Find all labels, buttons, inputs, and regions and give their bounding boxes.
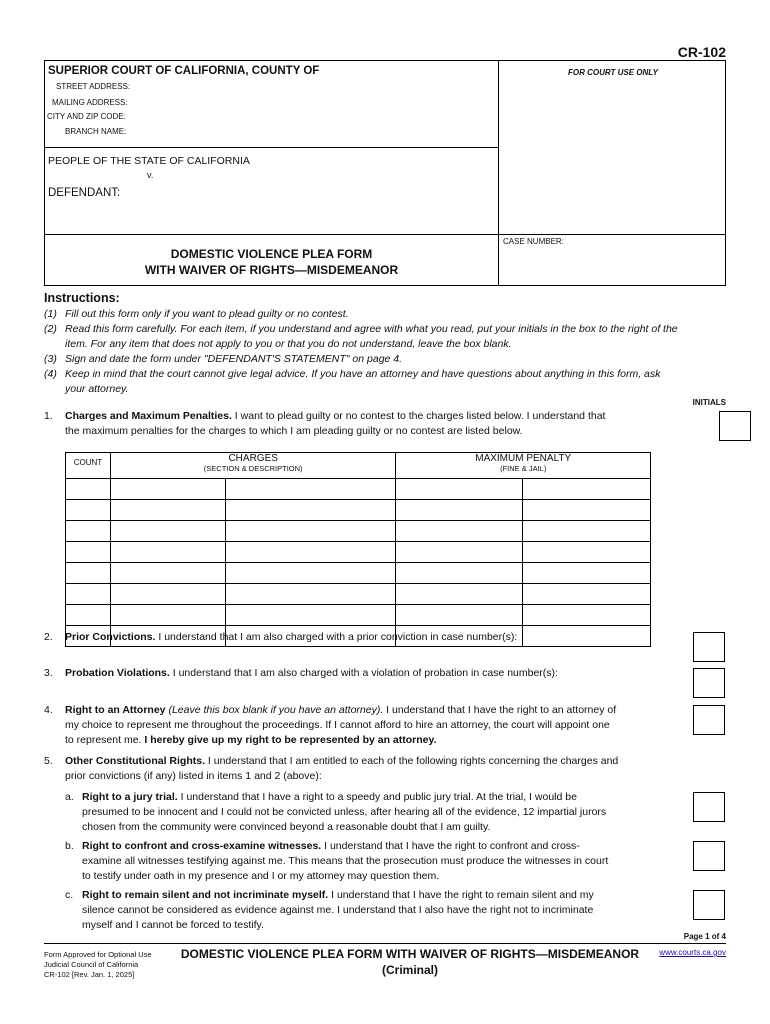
table-cell[interactable] <box>110 542 225 563</box>
table-cell[interactable] <box>523 542 651 563</box>
table-cell[interactable] <box>66 584 111 605</box>
table-cell[interactable] <box>523 500 651 521</box>
table-cell[interactable] <box>523 626 651 647</box>
table-cell[interactable] <box>110 563 225 584</box>
item-5-num: 5. <box>44 755 53 767</box>
item-2-num: 2. <box>44 631 53 643</box>
item-5a-initials-box[interactable] <box>693 792 725 822</box>
table-row <box>66 479 651 500</box>
item-2-body: I understand that I am also charged with a prior conviction in case number(s): <box>155 631 518 643</box>
courts-link[interactable]: www.courts.ca.gov <box>659 948 726 957</box>
people-label: PEOPLE OF THE STATE OF CALIFORNIA <box>48 155 250 167</box>
table-cell[interactable] <box>66 542 111 563</box>
table-cell[interactable] <box>396 584 523 605</box>
item-1-text2: the maximum penalties for the charges to which I am pleading guilty or no contest are listed below. <box>65 425 523 437</box>
item-5-body: I understand that I am entitled to each of the following rights concerning the charges and <box>205 755 619 767</box>
instruction-4-num: (4) <box>44 368 57 380</box>
item-4-initials-box[interactable] <box>693 705 725 735</box>
table-cell[interactable] <box>66 479 111 500</box>
table-cell[interactable] <box>66 605 111 626</box>
charges-header-sub: (SECTION & DESCRIPTION) <box>203 464 303 473</box>
item-5c-text3: myself and I cannot be forced to testify. <box>82 919 264 931</box>
item-5c-text <box>82 888 594 903</box>
table-cell[interactable] <box>66 521 111 542</box>
item-5-text <box>65 754 618 769</box>
table-cell[interactable] <box>225 584 396 605</box>
page-number: Page 1 of 4 <box>683 932 726 941</box>
footer-approved-2: Judicial Council of California <box>44 960 139 969</box>
form-title-line2: WITH WAIVER OF RIGHTS—MISDEMEANOR <box>144 263 399 277</box>
form-code: CR-102 <box>677 44 726 60</box>
table-cell[interactable] <box>396 521 523 542</box>
instruction-4-text2: your attorney. <box>65 383 129 395</box>
item-2-text <box>65 630 517 645</box>
footer-title: DOMESTIC VIOLENCE PLEA FORM WITH WAIVER OF RIGHTS—MISDEMEANOR <box>180 947 640 961</box>
table-row <box>66 563 651 584</box>
item-4-text2: my choice to represent me throughout the proceedings. If I cannot afford to hire an attorney, the court will appoint one <box>65 719 610 731</box>
instruction-2-text: Read this form carefully. For each item, if you understand and agree with what you read, put your initials in the box to the right of the <box>65 323 678 335</box>
item-5-text2: prior convictions (if any) listed in items 1 and 2 (above): <box>65 770 322 782</box>
item-5a-body: I understand that I have a right to a speedy and public jury trial. At the trial, I would be <box>177 791 577 803</box>
table-cell[interactable] <box>396 605 523 626</box>
item-4-num: 4. <box>44 704 53 716</box>
city-zip-label: CITY AND ZIP CODE: <box>47 112 126 121</box>
footer-approval <box>44 950 152 980</box>
penalty-header-sub: (FINE & JAIL) <box>500 464 547 473</box>
item-1-body: I want to plead guilty or no contest to the charges listed below. I understand that <box>231 410 606 422</box>
item-4-text3a: to represent me. <box>65 734 145 746</box>
table-row <box>66 521 651 542</box>
penalty-header <box>396 453 651 479</box>
table-cell[interactable] <box>110 584 225 605</box>
item-5b-text <box>82 839 580 854</box>
item-1-initials-box[interactable] <box>719 411 751 441</box>
instruction-2-num: (2) <box>44 323 57 335</box>
table-cell[interactable] <box>110 479 225 500</box>
count-header-label: COUNT <box>73 458 103 467</box>
table-cell[interactable] <box>523 605 651 626</box>
defendant-label: DEFENDANT: <box>48 187 121 199</box>
instruction-4-text: Keep in mind that the court cannot give legal advice. If you have an attorney and have questions about anything in this form, ask <box>65 368 661 380</box>
table-cell[interactable] <box>110 521 225 542</box>
initials-label: INITIALS <box>692 398 726 407</box>
item-3-num: 3. <box>44 667 53 679</box>
table-cell[interactable] <box>225 605 396 626</box>
table-cell[interactable] <box>66 500 111 521</box>
item-2-initials-box[interactable] <box>693 632 725 662</box>
item-5b-text3: to testify under oath in my presence and I or my attorney may question them. <box>82 870 440 882</box>
mailing-address-label: MAILING ADDRESS: <box>52 98 128 107</box>
instructions-heading: Instructions: <box>44 291 120 305</box>
charges-table <box>65 452 651 647</box>
item-2-title: Prior Convictions. <box>65 631 156 643</box>
table-cell[interactable] <box>396 500 523 521</box>
item-5-title: Other Constitutional Rights. <box>65 755 205 767</box>
count-header <box>66 453 111 479</box>
item-5a-text <box>82 790 577 805</box>
footer-subtitle: (Criminal) <box>381 963 438 977</box>
table-cell[interactable] <box>110 605 225 626</box>
table-cell[interactable] <box>110 500 225 521</box>
table-cell[interactable] <box>523 479 651 500</box>
table-row <box>66 605 651 626</box>
for-court-use-label: FOR COURT USE ONLY <box>568 68 658 77</box>
item-5c-num: c. <box>65 889 74 901</box>
table-row <box>66 500 651 521</box>
item-3-text <box>65 666 558 681</box>
table-header-row <box>66 453 651 479</box>
table-cell[interactable] <box>225 542 396 563</box>
item-3-initials-box[interactable] <box>693 668 725 698</box>
item-5a-title: Right to a jury trial. <box>82 791 178 803</box>
court-title: SUPERIOR COURT OF CALIFORNIA, COUNTY OF <box>48 65 320 77</box>
table-cell[interactable] <box>523 521 651 542</box>
table-cell[interactable] <box>523 584 651 605</box>
item-5b-title: Right to confront and cross-examine witnesses. <box>82 840 322 852</box>
charges-header <box>110 453 395 479</box>
item-4-text <box>65 703 616 718</box>
table-cell[interactable] <box>396 542 523 563</box>
form-title-line1: DOMESTIC VIOLENCE PLEA FORM <box>170 247 373 261</box>
table-cell[interactable] <box>225 521 396 542</box>
charges-header-label: CHARGES <box>228 453 278 464</box>
table-cell[interactable] <box>396 563 523 584</box>
case-number-label: CASE NUMBER: <box>503 237 564 246</box>
item-1-text <box>65 409 605 424</box>
item-4-body: I understand that I have the right to an attorney of <box>383 704 617 716</box>
item-5a-text3: chosen from the community were convinced beyond a reasonable doubt that I am guilty. <box>82 821 491 833</box>
street-address-label: STREET ADDRESS: <box>56 82 131 91</box>
table-cell[interactable] <box>225 500 396 521</box>
item-5a-num: a. <box>65 791 74 803</box>
table-cell[interactable] <box>523 563 651 584</box>
instruction-3-num: (3) <box>44 353 57 365</box>
item-3-title: Probation Violations. <box>65 667 170 679</box>
item-5c-text2: silence cannot be considered as evidence against me. I understand that I also have the right not to incriminate <box>82 904 594 916</box>
item-4-italic: (Leave this box blank if you have an attorney). <box>165 704 384 716</box>
instruction-1-text: Fill out this form only if you want to plead guilty or no contest. <box>65 308 349 320</box>
instruction-3-text: Sign and date the form under "DEFENDANT'S STATEMENT" on page 4. <box>65 353 403 365</box>
footer-approved-1: Form Approved for Optional Use <box>44 950 152 959</box>
table-row <box>66 584 651 605</box>
item-4-text3 <box>65 733 437 748</box>
item-5c-initials-box[interactable] <box>693 890 725 920</box>
item-3-body: I understand that I am also charged with a violation of probation in case number(s): <box>169 667 558 679</box>
table-cell[interactable] <box>396 479 523 500</box>
footer-rule <box>44 943 726 944</box>
item-4-title: Right to an Attorney <box>65 704 166 716</box>
item-5c-title: Right to remain silent and not incriminate myself. <box>82 889 329 901</box>
branch-name-label: BRANCH NAME: <box>65 127 127 136</box>
table-cell[interactable] <box>66 563 111 584</box>
item-1-num: 1. <box>44 410 53 422</box>
table-cell[interactable] <box>225 563 396 584</box>
item-5b-num: b. <box>65 840 74 852</box>
item-1-title: Charges and Maximum Penalties. <box>65 410 232 422</box>
item-4-waiver: I hereby give up my right to be represented by an attorney. <box>144 734 437 746</box>
court-use-box <box>498 60 726 235</box>
penalty-header-label: MAXIMUM PENALTY <box>475 453 572 464</box>
item-5b-body: I understand that I have the right to confront and cross- <box>321 840 580 852</box>
table-row <box>66 542 651 563</box>
item-5b-initials-box[interactable] <box>693 841 725 871</box>
versus-label: v. <box>147 170 154 180</box>
item-5c-body: I understand that I have the right to remain silent and my <box>328 889 594 901</box>
instruction-2-text2: item. For any item that does not apply to you or that you do not understand, leave the box blank. <box>65 338 512 350</box>
item-5a-text2: presumed to be innocent and I could not be convicted unless, after hearing all of the evidence, 12 impartial jurors <box>82 806 607 818</box>
instruction-1-num: (1) <box>44 308 57 320</box>
table-cell[interactable] <box>225 479 396 500</box>
footer-approved-3: CR-102 [Rev. Jan. 1, 2025] <box>44 970 135 979</box>
item-5b-text2: examine all witnesses testifying against me. This means that the prosecution must produce the witnesses in court <box>82 855 609 867</box>
